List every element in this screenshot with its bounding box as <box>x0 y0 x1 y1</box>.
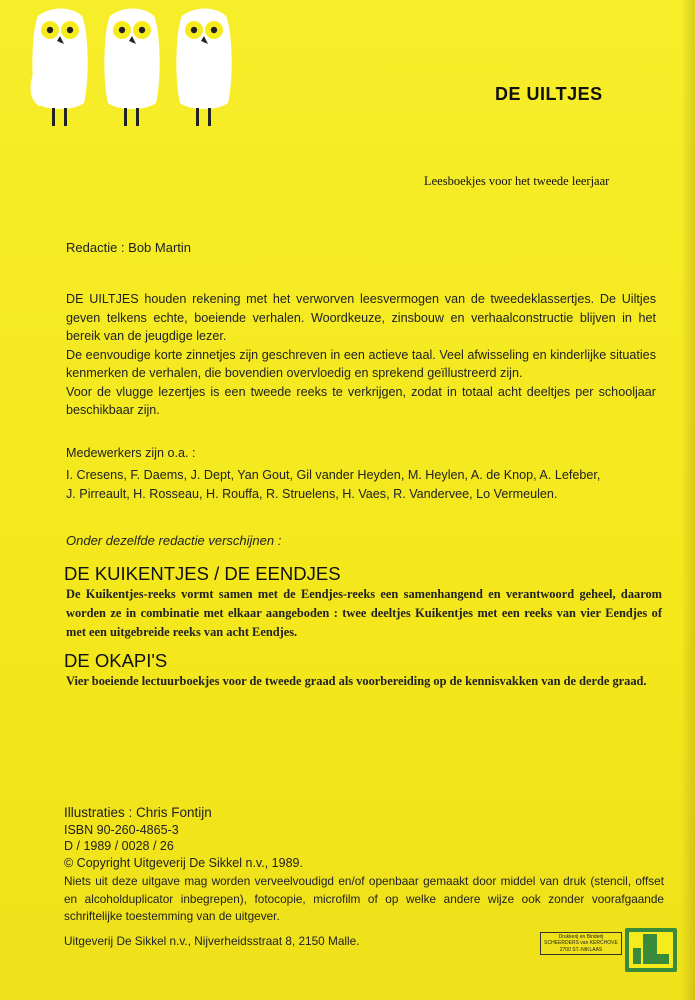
editor-credit: Redactie : Bob Martin <box>66 240 192 255</box>
intro-paragraph: DE UILTJES houden rekening met het verworven leesvermogen van de tweedeklassertjes. De Uiltjes geven telkens echte, boeiende verhalen. Woordkeuze, zinsbouw en verhaalconstructie blijven in het bereik van de jeugdige lezer. <box>66 292 656 343</box>
isbn: ISBN 90-260-4865-3 <box>64 822 179 837</box>
legal-notice <box>64 873 664 926</box>
also-published-heading: Onder dezelfde redactie verschijnen : <box>66 533 282 548</box>
illustrations-credit: Illustraties : Chris Fontijn <box>64 805 212 820</box>
legal-text: Niets uit deze uitgave mag worden verveelvoudigd en/of openbaar gemaakt door middel van druk (stencil, offset en alcoholduplicator inbegrepen), fotocopie, microfilm of op welke andere wijze ook zonder voorafgaande schriftelijke toestemming van de uitgever. <box>64 874 664 923</box>
series-okapis-title: DE OKAPI'S <box>64 650 168 671</box>
series-okapis-description: Vier boeiende lectuurboekjes voor de tweede graad als voorbereiding op de kennisvakken van de derde graad. <box>66 674 647 688</box>
page-edge-shadow <box>681 0 695 1000</box>
colophon <box>64 805 303 871</box>
lannoo-logo <box>625 928 677 972</box>
owl-icon <box>104 9 159 127</box>
legal-deposit: D / 1989 / 0028 / 26 <box>64 839 174 853</box>
owls-illustration <box>26 8 246 133</box>
owl-icon <box>31 9 88 127</box>
printer-box <box>540 932 622 955</box>
owl-icon <box>176 9 231 127</box>
series-title: DE UILTJES <box>495 84 603 104</box>
intro-paragraph: De eenvoudige korte zinnetjes zijn geschreven in een actieve taal. Veel afwisseling en kinderlijke situaties kenmerken de verhalen, die bovendien overvloedig en sprekend geïllustreerd zijn. <box>66 347 656 380</box>
copyright: © Copyright Uitgeverij De Sikkel n.v., 1989. <box>64 855 303 870</box>
contributors-list <box>66 466 656 503</box>
series-subtitle: Leesboekjes voor het tweede leerjaar <box>424 174 610 188</box>
contributors-line: I. Cresens, F. Daems, J. Dept, Yan Gout, Gil vander Heyden, M. Heylen, A. de Knop, A. Lefeber, <box>66 468 601 482</box>
contributors-line: J. Pirreault, H. Rosseau, H. Rouffa, R. Struelens, H. Vaes, R. Vandervee, Lo Vermeulen. <box>66 486 558 501</box>
printer-line: 2700 ST.-NIKLAAS <box>559 946 603 953</box>
intro-text <box>66 290 656 420</box>
intro-paragraph: Voor de vlugge lezertjes is een tweede reeks te verkrijgen, zodat in totaal acht deeltjes per schooljaar beschikbaar zijn. <box>66 384 656 417</box>
series-kuikentjes-description: De Kuikentjes-reeks vormt samen met de Eendjes-reeks een samenhangend en verantwoord geheel, daarom worden ze in combinatie met elkaar aangeboden : twee deeltjes Kuikentjes met een reeks van vier Eendjes of met een uitgebreide reeks van acht Eendjes. <box>66 587 662 639</box>
contributors-heading: Medewerkers zijn o.a. : <box>66 446 196 460</box>
printer-line: SCHEERDERS van KERCHOVE <box>544 940 618 947</box>
series-kuikentjes-title: DE KUIKENTJES / DE EENDJES <box>64 563 341 584</box>
printer-line: Drukkerij en Binderij <box>558 934 604 940</box>
publisher-address: Uitgeverij De Sikkel n.v., Nijverheidsstraat 8, 2150 Malle. <box>64 934 360 948</box>
